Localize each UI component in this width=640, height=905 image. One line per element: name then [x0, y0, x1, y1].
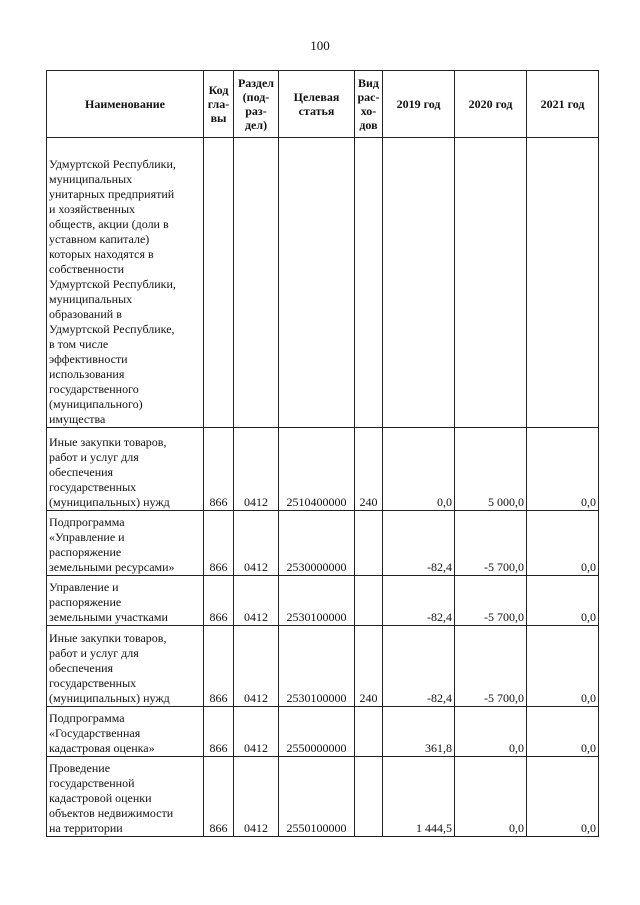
row-2019: 1 444,5: [383, 757, 455, 837]
row-name: Иные закупки товаров, работ и услуг для обеспечения государственных (муниципальных) нужд: [47, 626, 204, 707]
row-2021: 0,0: [527, 626, 599, 707]
table-header-row: [47, 71, 599, 138]
row-2019: -82,4: [383, 511, 455, 576]
row-2019: [383, 138, 455, 428]
row-expense: [355, 757, 383, 837]
row-code: 866: [204, 707, 234, 757]
table-row: [47, 757, 599, 837]
row-expense: [355, 511, 383, 576]
row-section: 0412: [234, 511, 279, 576]
row-code: 866: [204, 576, 234, 626]
row-name: Проведение государственной кадастровой оценки объектов недвижимости на территории: [47, 757, 204, 837]
row-expense: [355, 576, 383, 626]
row-target: 2550000000: [279, 707, 355, 757]
row-name: Подпрограмма «Управление и распоряжение земельными ресурсами»: [47, 511, 204, 576]
row-2019: -82,4: [383, 626, 455, 707]
row-code: [204, 138, 234, 428]
row-2021: 0,0: [527, 511, 599, 576]
row-2019: -82,4: [383, 576, 455, 626]
row-2020: [455, 138, 527, 428]
row-section: [234, 138, 279, 428]
row-2020: -5 700,0: [455, 511, 527, 576]
column-header-code: Код гла- вы: [204, 71, 234, 138]
row-section: 0412: [234, 707, 279, 757]
table-row: [47, 576, 599, 626]
table-row: [47, 626, 599, 707]
row-target: 2550100000: [279, 757, 355, 837]
row-2020: 0,0: [455, 707, 527, 757]
row-section: 0412: [234, 428, 279, 511]
column-header-expense: Вид рас- хо- дов: [355, 71, 383, 138]
row-target: 2530100000: [279, 626, 355, 707]
row-target: 2530000000: [279, 511, 355, 576]
row-2021: 0,0: [527, 707, 599, 757]
column-header-2019: 2019 год: [383, 71, 455, 138]
row-name: Удмуртской Республики, муниципальных унитарных предприятий и хозяйственных обществ, акции (доли в уставном капитале) которых находятся в собственности Удмуртской Республики, муниципальных образований в Удмуртской Республике, в том числе эффективности использования государственного (муниципального) имущества: [47, 138, 204, 428]
row-2020: 5 000,0: [455, 428, 527, 511]
column-header-target: Целевая статья: [279, 71, 355, 138]
row-code: 866: [204, 626, 234, 707]
page-number: 100: [310, 38, 330, 53]
row-expense: [355, 707, 383, 757]
row-target: 2530100000: [279, 576, 355, 626]
row-code: 866: [204, 511, 234, 576]
row-section: 0412: [234, 576, 279, 626]
row-2019: 0,0: [383, 428, 455, 511]
row-2020: -5 700,0: [455, 576, 527, 626]
row-name: Иные закупки товаров, работ и услуг для обеспечения государственных (муниципальных) нужд: [47, 428, 204, 511]
row-expense: [355, 138, 383, 428]
row-section: 0412: [234, 626, 279, 707]
table-row: [47, 138, 599, 428]
column-header-section: Раздел (под- раз- дел): [234, 71, 279, 138]
row-section: 0412: [234, 757, 279, 837]
row-target: 2510400000: [279, 428, 355, 511]
row-2020: 0,0: [455, 757, 527, 837]
row-name: Управление и распоряжение земельными участками: [47, 576, 204, 626]
row-code: 866: [204, 428, 234, 511]
column-header-2021: 2021 год: [527, 71, 599, 138]
row-2021: 0,0: [527, 757, 599, 837]
row-2021: 0,0: [527, 428, 599, 511]
row-expense: 240: [355, 626, 383, 707]
row-2019: 361,8: [383, 707, 455, 757]
row-target: [279, 138, 355, 428]
row-2021: 0,0: [527, 576, 599, 626]
row-2021: [527, 138, 599, 428]
budget-table: [46, 70, 599, 837]
table-row: [47, 707, 599, 757]
row-expense: 240: [355, 428, 383, 511]
column-header-name: Наименование: [47, 71, 204, 138]
row-name: Подпрограмма «Государственная кадастровая оценка»: [47, 707, 204, 757]
row-2020: -5 700,0: [455, 626, 527, 707]
table-row: [47, 511, 599, 576]
row-code: 866: [204, 757, 234, 837]
table-row: [47, 428, 599, 511]
column-header-2020: 2020 год: [455, 71, 527, 138]
